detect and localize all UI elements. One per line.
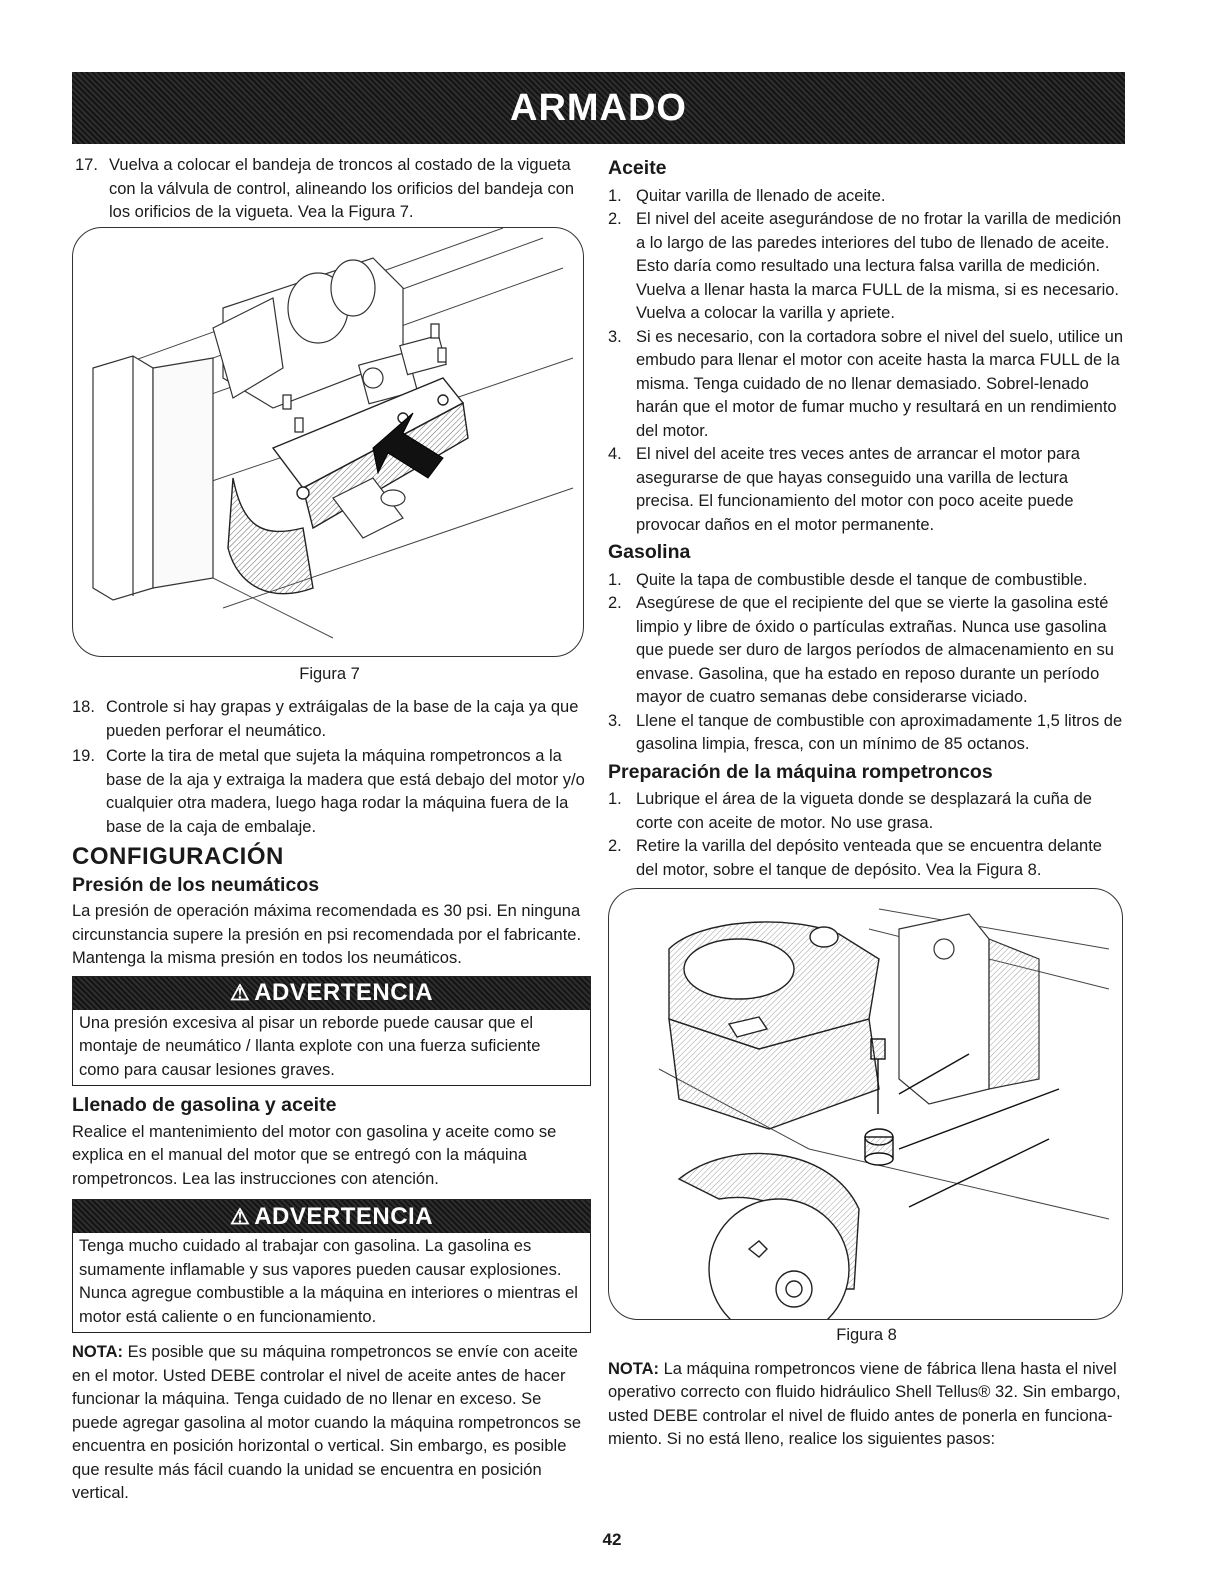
config-heading: CONFIGURACIÓN bbox=[72, 843, 284, 870]
prep-steps bbox=[608, 788, 1125, 882]
step-text: Quitar varilla de llenado de aceite. bbox=[636, 186, 886, 205]
prep-step-2 bbox=[608, 835, 1125, 882]
step-number: 4. bbox=[608, 445, 622, 463]
oil-step-3 bbox=[608, 326, 1125, 444]
warning-text: Tenga mucho cuidado al trabajar con gasolina. La gasolina es sumamente inflamable y sus vapores pueden causar explosiones. Nunca agregue combustible a la máquina en interiores o mientras el motor está caliente o en funcionamiento. bbox=[79, 1237, 578, 1326]
step-number: 2. bbox=[608, 837, 622, 855]
figure-8-caption: Figura 8 bbox=[836, 1326, 897, 1344]
step-number: 1. bbox=[608, 570, 622, 589]
step-number: 17. bbox=[75, 156, 98, 174]
section-title: ARMADO bbox=[510, 86, 687, 129]
prep-heading: Preparación de la máquina rompetroncos bbox=[608, 760, 993, 783]
warning-icon: ⚠ bbox=[229, 980, 251, 1006]
step-text: Lubrique el área de la vigueta donde se desplazará la cuña de corte con aceite de motor. No use grasa. bbox=[636, 790, 1092, 832]
oil-step-4 bbox=[608, 443, 1125, 537]
step-number: 1. bbox=[608, 186, 622, 205]
note-text: La máquina rompetroncos viene de fábrica llena hasta el nivel operativo correcto con fluido hidráulico Shell Tellus® 32. Sin embargo, usted DEBE controlar el nivel de fluido antes de ponerla en funciona-miento. Si no está lleno, realice los siguientes pasos: bbox=[608, 1359, 1121, 1448]
gas-heading: Gasolina bbox=[608, 541, 691, 563]
note-label: NOTA: bbox=[72, 1343, 124, 1361]
step-number: 3. bbox=[608, 327, 622, 346]
gas-step-2 bbox=[608, 592, 1125, 710]
warning-header bbox=[73, 1200, 590, 1233]
warning-label: ADVERTENCIA bbox=[254, 979, 434, 1007]
warning-text: Una presión excesiva al pisar un reborde puede causar que el montaje de neumático / llanta explote con una fuerza suficiente como para causar lesiones graves. bbox=[79, 1013, 541, 1079]
note-right bbox=[608, 1358, 1125, 1452]
figure-8 bbox=[608, 888, 1123, 1320]
oil-step-1 bbox=[608, 185, 1125, 209]
oil-step-2 bbox=[608, 208, 1125, 326]
step-number: 2. bbox=[608, 594, 622, 612]
oil-heading: Aceite bbox=[608, 157, 667, 179]
gas-step-3 bbox=[608, 710, 1125, 757]
note-label: NOTA: bbox=[608, 1359, 660, 1378]
note-left bbox=[72, 1341, 587, 1506]
step-19 bbox=[72, 745, 587, 839]
warning-box-fuel bbox=[72, 1199, 591, 1333]
page-number: 42 bbox=[602, 1530, 622, 1549]
right-column bbox=[608, 154, 1125, 1452]
step-number: 2. bbox=[608, 210, 622, 228]
fuel-oil-text: Realice el mantenimiento del motor con gasolina y aceite como se explica en el manual del motor que se entregó con la máquina rompetroncos. Lea las instrucciones con atención. bbox=[72, 1122, 557, 1188]
step-text: El nivel del aceite tres veces antes de arrancar el motor para asegurarse de que hayas conseguido una varilla de lectura precisa. El funcionamiento del motor con poco aceite puede provocar daños en el motor permanente. bbox=[636, 445, 1080, 534]
warning-label: ADVERTENCIA bbox=[254, 1202, 434, 1230]
gas-steps bbox=[608, 569, 1125, 757]
left-column bbox=[72, 154, 587, 1506]
step-text: Llene el tanque de combustible con aproximadamente 1,5 litros de gasolina limpia, fresca, con un mínimo de 85 octanos. bbox=[636, 711, 1123, 753]
log-splitter-tray-icon bbox=[73, 228, 583, 656]
section-banner bbox=[72, 72, 1125, 144]
step-text: Corte la tira de metal que sujeta la máquina rompetroncos a la base de la aja y extraiga la madera que está debajo del motor y/o cualquier otra madera, luego haga rodar la máquina fuera de la base de la caja de embalaje. bbox=[106, 747, 585, 836]
warning-icon: ⚠ bbox=[229, 1203, 251, 1229]
step-text: Controle si hay grapas y extráigalas de la base de la caja ya que pueden perforar el neumático. bbox=[106, 698, 579, 740]
figure-7-caption: Figura 7 bbox=[299, 664, 360, 683]
step-text: Vuelva a colocar el bandeja de troncos al costado de la vigueta con la válvula de control, alineando los orificios del bandeja con los orificios de la vigueta. Vea la Figura 7. bbox=[109, 156, 575, 221]
step-17 bbox=[72, 154, 587, 225]
step-text: Retire la varilla del depósito venteada que se encuentra delante del motor, sobre el tanque de depósito. Vea la Figura 8. bbox=[636, 837, 1102, 879]
prep-step-1 bbox=[608, 788, 1125, 835]
step-number: 18. bbox=[72, 698, 95, 716]
step-number: 19. bbox=[72, 747, 95, 765]
step-number: 1. bbox=[608, 790, 622, 808]
warning-header bbox=[73, 977, 590, 1010]
step-text: Asegúrese de que el recipiente del que se vierte la gasolina esté limpio y libre de óxido o partículas extrañas. Nunca use gasolina que puede ser duro de largos períodos de almacenamiento en su envase. Gasolina, que ha estado en reposo durante un período mayor de cuatro semanas debe considerarse viciado. bbox=[636, 594, 1114, 706]
step-text: Si es necesario, con la cortadora sobre el nivel del suelo, utilice un embudo para llenar el motor con aceite hasta la marca FULL de la misma. Tenga cuidado de no llenar demasiado. Sobrel-lenado harán que el motor de fumar mucho y resultará en un rendimiento del motor. bbox=[636, 327, 1124, 440]
gas-step-1 bbox=[608, 569, 1125, 593]
step-18 bbox=[72, 696, 587, 743]
step-text: El nivel del aceite asegurándose de no frotar la varilla de medición a lo largo de las paredes interiores del tubo de llenado de aceite. Esto daría como resultado una lectura falsa varilla de medición. Vuelva a llenar hasta la marca FULL de la misma, si es necesario. Vuelva a colocar la varilla y apriete. bbox=[636, 210, 1122, 322]
step-number: 3. bbox=[608, 711, 622, 730]
figure-7 bbox=[72, 227, 584, 657]
tire-pressure-text: La presión de operación máxima recomendada es 30 psi. En ninguna circunstancia supere la presión en psi recomendada por el fabricante. Mantenga la misma presión en todos los neumáticos. bbox=[72, 902, 582, 967]
engine-dipstick-icon bbox=[609, 889, 1122, 1319]
note-text: Es posible que su máquina rompetroncos se envíe con aceite en el motor. Usted DEBE controlar el nivel de aceite antes de hacer funcionar la máquina. Tenga cuidado de no llenar en exceso. Se puede agregar gasolina al motor cuando la máquina rompetroncos se encuentra en posición horizontal o vertical. Sin embargo, es posible que resulte más fácil cuando la unidad se encuentra en posición vertical. bbox=[72, 1343, 582, 1502]
tire-pressure-heading: Presión de los neumáticos bbox=[72, 873, 320, 896]
warning-box-tire bbox=[72, 976, 591, 1087]
oil-steps bbox=[608, 185, 1125, 538]
step-text: Quite la tapa de combustible desde el tanque de combustible. bbox=[636, 570, 1088, 589]
fuel-oil-heading: Llenado de gasolina y aceite bbox=[72, 1094, 337, 1116]
